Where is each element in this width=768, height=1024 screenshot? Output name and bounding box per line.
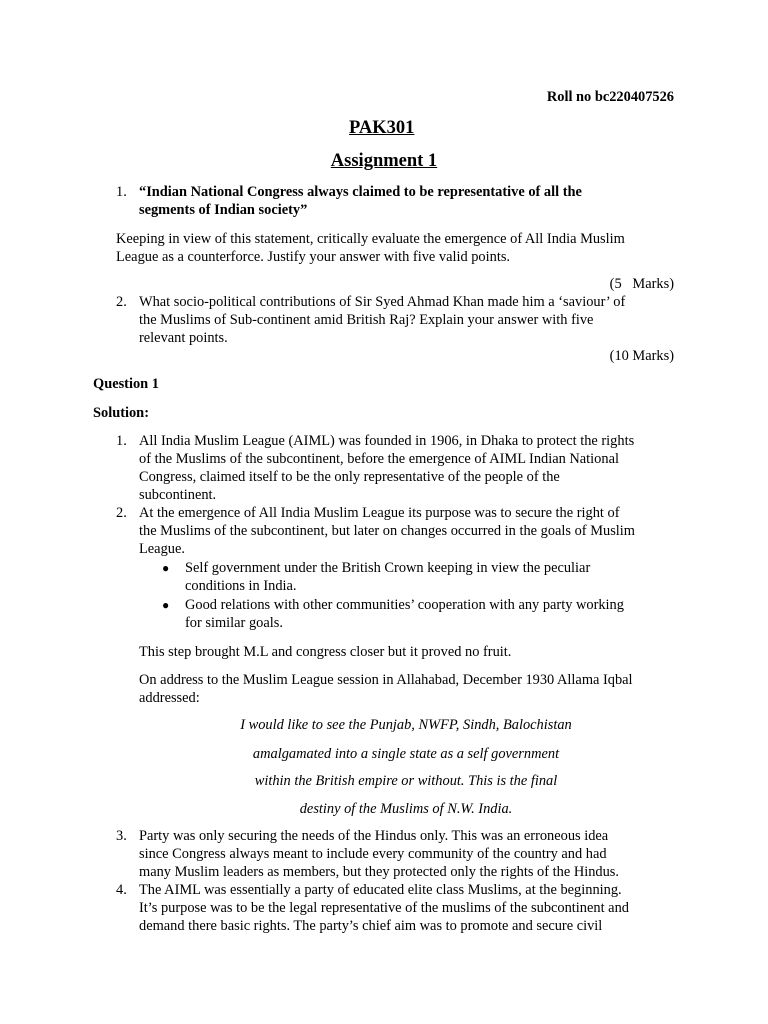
question-1-line-2: segments of Indian society” <box>139 202 308 218</box>
point-3-line-1: Party was only securing the needs of the Hindus only. This was an erroneous idea <box>139 828 609 844</box>
point-1-line-3: Congress, claimed itself to be the only representative of the people of the <box>139 469 560 485</box>
step-note: This step brought M.L and congress closer but it proved no fruit. <box>139 644 512 660</box>
iqbal-quote-line-2: amalgamated into a single state as a self government <box>252 746 560 762</box>
point-4-line-3: demand there basic rights. The party’s chief aim was to promote and secure civil <box>139 918 603 934</box>
bullet-2-line-1: Good relations with other communities’ cooperation with any party working <box>185 597 624 613</box>
point-1-line-1: All India Muslim League (AIML) was founded in 1906, in Dhaka to protect the rights <box>139 433 635 449</box>
address-line-1: On address to the Muslim League session in Allahabad, December 1930 Allama Iqbal <box>139 672 633 688</box>
bullet-dot-icon: ● <box>162 598 170 612</box>
point-2-line-2: the Muslims of the subcontinent, but later on changes occurred in the goals of Muslim <box>139 523 635 539</box>
point-3-line-3: many Muslim leaders as members, but they protected only the rights of the Hindus. <box>139 864 619 880</box>
question-2-number: 2. <box>116 294 127 310</box>
point-4-line-1: The AIML was essentially a party of educated elite class Muslims, at the beginning. <box>139 882 622 898</box>
point-1-line-2: of the Muslims of the subcontinent, before the emergence of AIML Indian National <box>139 451 619 467</box>
roll-number: Roll no bc220407526 <box>546 89 674 105</box>
point-1-line-4: subcontinent. <box>139 487 217 503</box>
bullet-1-line-2: conditions in India. <box>185 578 297 594</box>
bullet-1-line-1: Self government under the British Crown keeping in view the peculiar <box>185 560 591 576</box>
point-3-number: 3. <box>116 828 127 844</box>
solution-heading: Solution: <box>93 405 149 421</box>
question-2-line-2: the Muslims of Sub-continent amid British Raj? Explain your answer with five <box>139 312 594 328</box>
bullet-dot-icon: ● <box>162 561 170 575</box>
point-2-line-1: At the emergence of All India Muslim League its purpose was to secure the right of <box>139 505 620 521</box>
iqbal-quote-line-4: destiny of the Muslims of N.W. India. <box>299 801 513 817</box>
question-1-line-1: “Indian National Congress always claimed to be representative of all the <box>139 184 582 200</box>
iqbal-quote-line-3: within the British empire or without. This is the final <box>254 773 558 789</box>
point-3-line-2: since Congress always meant to include every community of the country and had <box>139 846 607 862</box>
question-2-line-3: relevant points. <box>139 330 228 346</box>
point-1-number: 1. <box>116 433 127 449</box>
question-1-followup-2: League as a counterforce. Justify your answer with five valid points. <box>116 249 511 265</box>
assignment-title: Assignment 1 <box>330 151 438 171</box>
point-4-line-2: It’s purpose was to be the legal representative of the muslims of the subcontinent and <box>139 900 629 916</box>
course-code: PAK301 <box>348 118 415 138</box>
point-4-number: 4. <box>116 882 127 898</box>
address-line-2: addressed: <box>139 690 200 706</box>
question-heading: Question 1 <box>93 376 159 392</box>
point-2-line-3: League. <box>139 541 185 557</box>
iqbal-quote-line-1: I would like to see the Punjab, NWFP, Sindh, Balochistan <box>240 717 572 733</box>
bullet-2-line-2: for similar goals. <box>185 615 283 631</box>
question-2-marks: (10 Marks) <box>609 348 674 364</box>
question-1-marks: (5 Marks) <box>609 276 674 292</box>
question-2-line-1: What socio-political contributions of Sir Syed Ahmad Khan made him a ‘saviour’ of <box>139 294 626 310</box>
question-1-followup-1: Keeping in view of this statement, critically evaluate the emergence of All India Muslim <box>116 231 625 247</box>
question-1-number: 1. <box>116 184 127 200</box>
point-2-number: 2. <box>116 505 127 521</box>
